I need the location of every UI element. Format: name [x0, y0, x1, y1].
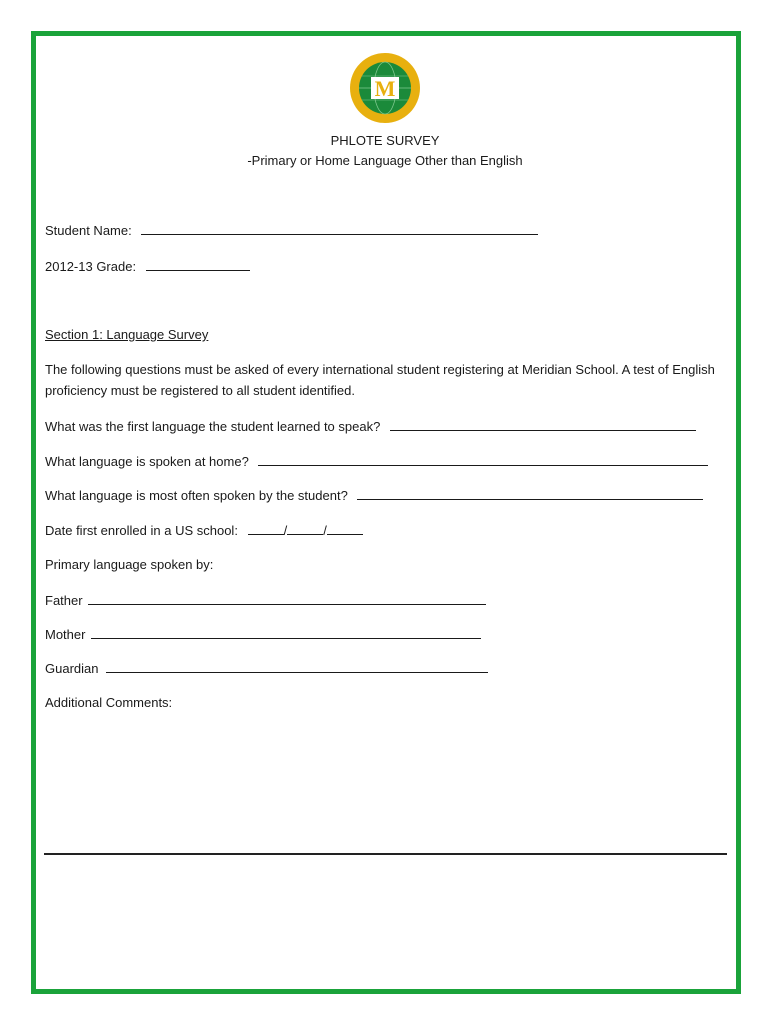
q1-row: [45, 418, 696, 434]
q2-row: [45, 453, 708, 469]
q4-label: Date first enrolled in a US school:: [45, 523, 238, 538]
father-field[interactable]: [88, 592, 486, 605]
date-separator: /: [283, 523, 288, 538]
q2-label: What language is spoken at home?: [45, 454, 249, 469]
page-border: [31, 31, 741, 994]
date-month-field[interactable]: [248, 522, 284, 535]
grade-label: 2012-13 Grade:: [45, 259, 137, 274]
q2-field[interactable]: [258, 453, 708, 466]
student-name-row: [45, 222, 538, 238]
svg-text:M: M: [374, 76, 396, 101]
student-name-field[interactable]: [141, 222, 538, 235]
guardian-label: Guardian: [45, 661, 99, 676]
school-logo: [349, 52, 421, 124]
q3-label: What language is most often spoken by the student?: [45, 488, 348, 503]
comments-label: Additional Comments:: [45, 695, 173, 710]
q4-row: [45, 522, 363, 538]
student-name-label: Student Name:: [45, 223, 132, 238]
date-day-field[interactable]: [287, 522, 323, 535]
q1-field[interactable]: [390, 418, 696, 431]
q3-row: [45, 487, 703, 503]
date-year-field[interactable]: [327, 522, 363, 535]
grade-row: [45, 258, 250, 274]
q5-label: Primary language spoken by:: [45, 557, 214, 572]
form-subtitle: -Primary or Home Language Other than English: [247, 153, 523, 168]
mother-field[interactable]: [91, 626, 481, 639]
father-label: Father: [45, 593, 83, 608]
father-row: [45, 592, 486, 608]
guardian-field[interactable]: [106, 660, 488, 673]
section-heading: Section 1: Language Survey: [45, 327, 209, 342]
q3-field[interactable]: [357, 487, 703, 500]
date-separator: /: [323, 523, 327, 538]
section-intro: The following questions must be asked of every international student registering at Meridian School. A test of English proficiency must be registered to all student identified.: [45, 362, 715, 398]
comments-divider: [44, 853, 727, 855]
grade-field[interactable]: [146, 258, 250, 271]
form-title: PHLOTE SURVEY: [330, 133, 440, 148]
q1-label: What was the first language the student learned to speak?: [45, 419, 381, 434]
mother-row: [45, 626, 481, 642]
guardian-row: [45, 660, 488, 676]
mother-label: Mother: [45, 627, 86, 642]
